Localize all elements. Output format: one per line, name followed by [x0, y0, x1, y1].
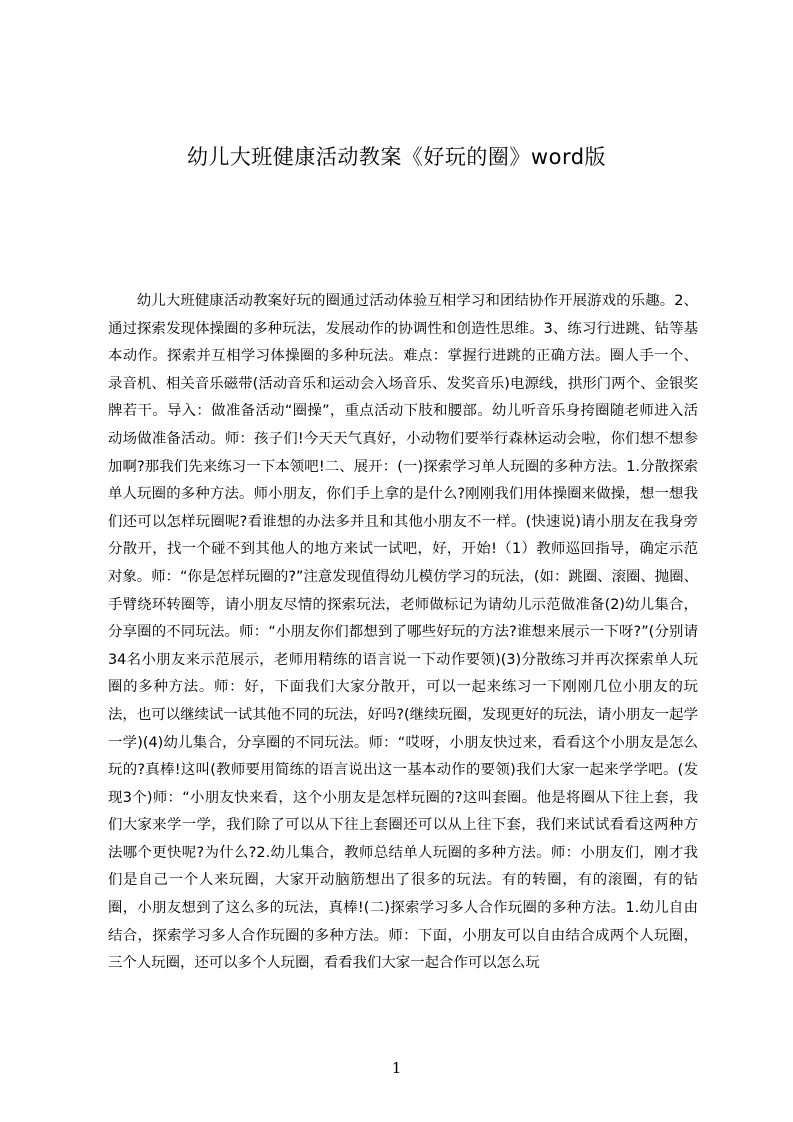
page-number: 1: [391, 1059, 402, 1077]
document-title: 幼儿大班健康活动教案《好玩的圈》word版: [186, 145, 607, 169]
document-body-paragraph: 幼儿大班健康活动教案好玩的圈通过活动体验互相学习和团结协作开展游戏的乐趣。2、通过探索发现体操圈的多种玩法，发展动作的协调性和创造性思维。3、练习行进跳、钻等基本动作。探索并互相学习体操圈的多种玩法。难点：掌握行进跳的正确方法。圈人手一个、录音机、相关音乐磁带(活动音乐和运动会入场音乐、发奖音乐)电源线，拱形门两个、金银奖牌若干。导入：做准备活动“圈操”，重点活动下肢和腰部。幼儿听音乐身挎圈随老师进入活动场做准备活动。师：孩子们!今天天气真好，小动物们要举行森林运动会啦，你们想不想参加啊?那我们先来练习一下本领吧!二、展开：(一)探索学习单人玩圈的多种方法。1.分散探索单人玩圈的多种方法。师小朋友，你们手上拿的是什么?刚刚我们用体操圈来做操，想一想我们还可以怎样玩圈呢?看谁想的办法多并且和其他小朋友不一样。(快速说)请小朋友在我身旁分散开，找一个碰不到其他人的地方来试一试吧，好，开始!（1）教师巡回指导，确定示范对象。师：“你是怎样玩圈的?”注意发现值得幼儿模仿学习的玩法，(如：跳圈、滚圈、抛圈、手臂绕环转圈等，请小朋友尽情的探索玩法，老师做标记为请幼儿示范做准备(2)幼儿集合，分享圈的不同玩法。师：“小朋友你们都想到了哪些好玩的方法?谁想来展示一下呀?”(分别请34名小朋友来示范展示，老师用精练的语言说一下动作要领)(3)分散练习并再次探索单人玩圈的多种方法。师：好，下面我们大家分散开，可以一起来练习一下刚刚几位小朋友的玩法，也可以继续试一试其他不同的玩法，好吗?(继续玩圈，发现更好的玩法，请小朋友一起学一学)(4)幼儿集合，分享圈的不同玩法。师：“哎呀，小朋友快过来，看看这个小朋友是怎么玩的?真棒!这叫(教师要用简练的语言说出这一基本动作的要领)我们大家一起来学学吧。(发现3个)师：“小朋友快来看，这个小朋友是怎样玩圈的?这叫套圈。他是将圈从下往上套，我们大家来学一学，我们除了可以从下往上套圈还可以从上往下套，我们来试试看看这两种方法哪个更快呢?为什么?2.幼儿集合，教师总结单人玩圈的多种方法。师：小朋友们，刚才我们是自己一个人来玩圈，大家开动脑筋想出了很多的玩法。有的转圈，有的滚圈，有的钻圈，小朋友想到了这么多的玩法，真棒!(二)探索学习多人合作玩圈的多种方法。1.幼儿自由结合，探索学习多人合作玩圈的多种方法。师：下面，小朋友可以自由结合成两个人玩圈，三个人玩圈，还可以多个人玩圈，看看我们大家一起合作可以怎么玩: [108, 293, 698, 972]
